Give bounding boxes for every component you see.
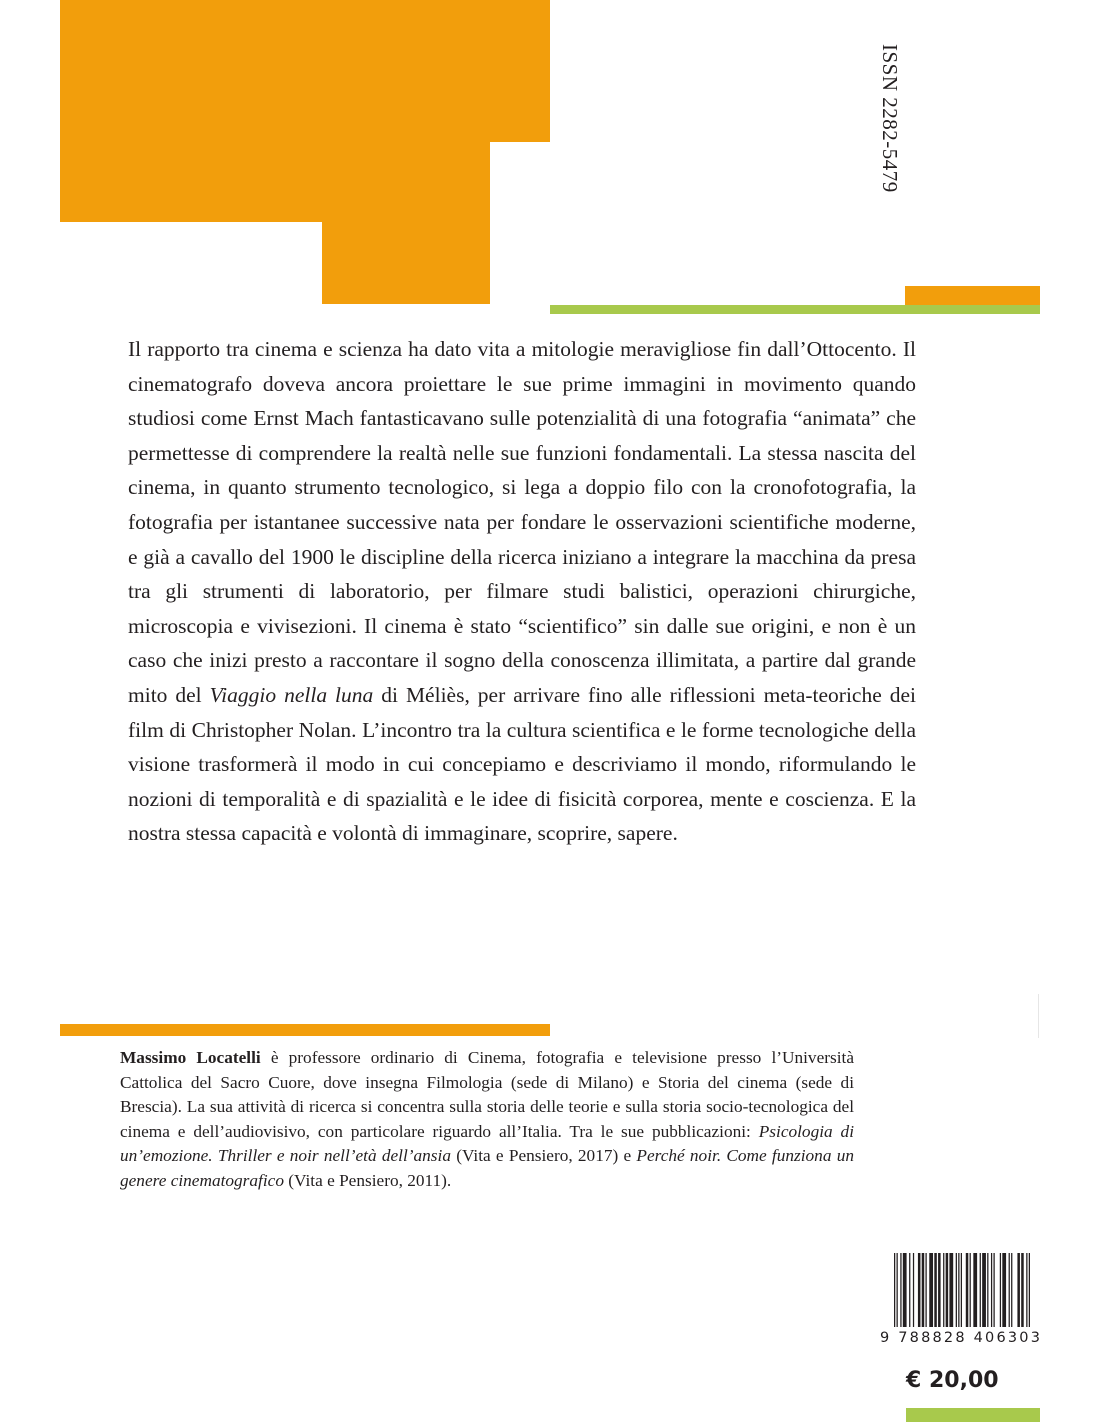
barcode-bar <box>970 1253 971 1327</box>
author-book-1: Psicologia di un’emozione. Thriller e noir nell’età dell’ansia <box>120 1121 854 1166</box>
barcode-bar <box>1021 1253 1024 1327</box>
barcode-bar <box>929 1253 933 1327</box>
author-bio <box>120 1046 854 1194</box>
green-band-bottom <box>906 1408 1040 1422</box>
barcode-bar <box>918 1253 921 1327</box>
blurb-film-title: Viaggio nella luna <box>209 682 374 707</box>
barcode-bar <box>966 1253 969 1327</box>
orange-block-top-left <box>60 0 550 142</box>
barcode-bar <box>987 1253 988 1327</box>
barcode-bar <box>934 1253 937 1327</box>
barcode-bar <box>1026 1253 1027 1327</box>
barcode-bar <box>913 1253 914 1327</box>
barcode-bar <box>982 1253 986 1327</box>
barcode-bar <box>991 1253 992 1327</box>
barcode-bar <box>903 1253 907 1327</box>
barcode-bar <box>1009 1253 1010 1327</box>
barcode-bar <box>900 1253 901 1327</box>
barcode-bar <box>1000 1253 1001 1327</box>
book-blurb <box>128 332 916 851</box>
orange-block-step-2 <box>322 222 490 304</box>
barcode-bar <box>925 1253 926 1327</box>
isbn-digits: 9 788828 406303 <box>880 1330 1043 1346</box>
orange-rule-author <box>60 1024 550 1036</box>
barcode-bar <box>973 1253 977 1327</box>
barcode-bar <box>993 1253 994 1327</box>
author-bio-part-2: (Vita e Pensiero, 2017) e <box>450 1146 637 1166</box>
barcode-background <box>894 1253 1034 1331</box>
orange-block-step-1 <box>60 142 490 222</box>
barcode-bar <box>980 1253 981 1327</box>
barcode-bar <box>938 1253 941 1327</box>
blurb-text-part-1: Il rapporto tra cinema e scienza ha dato vita a mitologie meravigliose fin dall’Ottocento. Il cinematografo doveva ancora proiettare le sue prime immagini in movimento quando studiosi come Ernst Mach fantasticavano sulle potenzialità di una fotografia “animata” che permettesse di comprendere la realtà nelle sue funzioni fondamentali. La stessa nascita del cinema, in quanto strumento tecnologico, si lega a doppio filo con la cronofotografia, la fotografia per istantanee successive nata per fondare le osservazioni scientifiche moderne, e già a cavallo del 1900 le discipline della ricerca iniziano a integrare la macchina da presa tra gli strumenti di laboratorio, per filmare studi balistici, operazioni chirurgiche, microscopia e vivisezioni. Il cinema è stato “scientifico” sin dalle sue origini, e non è un caso che inizi presto a raccontare il sogno della conoscenza illimitata, a partire dal grande mito del <box>128 337 916 707</box>
orange-tab-top-right <box>905 286 1040 305</box>
barcode-bar <box>946 1253 949 1327</box>
author-book-2: Perché noir. Come funziona un genere cinematografico <box>120 1146 854 1190</box>
issn-label: ISSN 2282-5479 <box>878 44 902 193</box>
barcode-bar <box>956 1253 957 1327</box>
barcode-bar <box>1017 1253 1020 1327</box>
blurb-text-part-2: di Méliès, per arrivare fino alle riflessioni meta-teoriche dei film di Christopher Nolan. L’incontro tra la cultura scientifica e le forme tecnologiche della visione trasformerà il modo in cui concepiamo e descriviamo il mondo, riformulando le nozioni di temporalità e di spazialità e le idee di fisicità corporea, mente e coscienza. E la nostra stessa capacità e volontà di immaginare, scoprire, sapere. <box>128 682 917 846</box>
barcode-bar <box>943 1253 944 1327</box>
green-band-top <box>550 305 1040 314</box>
author-name: Massimo Locatelli <box>120 1048 261 1067</box>
barcode-bar <box>949 1253 953 1327</box>
author-bio-part-1: è professore ordinario di Cinema, fotografia e televisione presso l’Università Cattolica del Sacro Cuore, dove insegna Filmologia (sede di Milano) e Storia del cinema (sede di Brescia). La sua attività di ricerca si concentra sulla storia delle teorie e sulla storia socio-tecnologica del cinema e dell’audiovisivo, con particolare riguardo all’Italia. Tra le sue pubblicazioni: <box>120 1048 854 1141</box>
barcode-bar <box>922 1253 925 1327</box>
barcode-bar <box>909 1253 910 1327</box>
barcode-bar <box>894 1253 895 1327</box>
author-bio-part-3: (Vita e Pensiero, 2011). <box>283 1170 452 1190</box>
barcode-bar <box>1011 1253 1012 1327</box>
price-label: € 20,00 <box>906 1368 999 1393</box>
barcode-bar <box>961 1253 962 1327</box>
faint-rule <box>1038 994 1039 1038</box>
barcode-graphic <box>894 1253 1034 1331</box>
barcode-bar <box>1029 1253 1030 1327</box>
barcode-bar <box>897 1253 898 1327</box>
barcode-bar <box>958 1253 959 1327</box>
barcode-bar <box>1002 1253 1006 1327</box>
